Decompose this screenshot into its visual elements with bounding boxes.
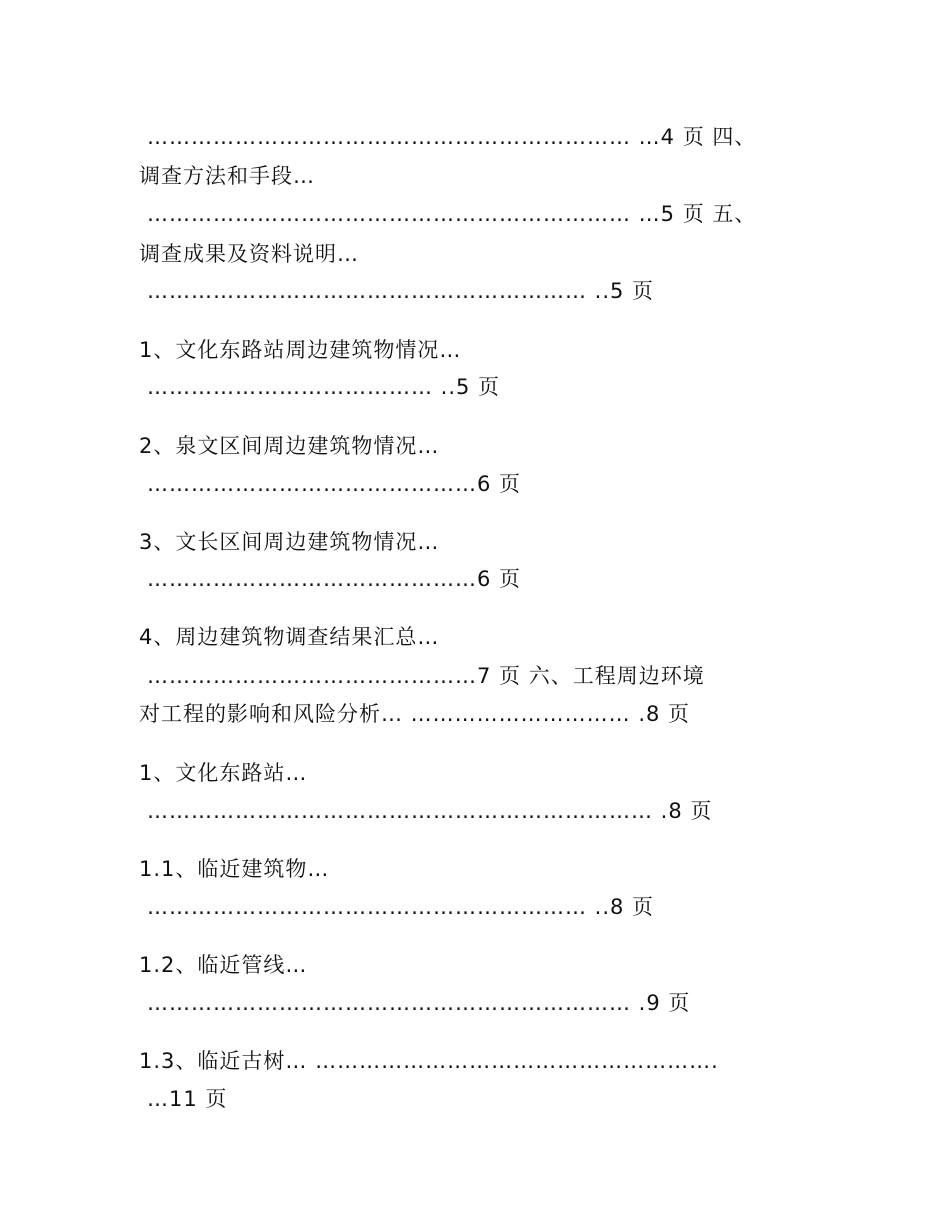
toc-line: ………………………………………7 页 六、工程周边环境 (147, 664, 705, 688)
toc-entry: 调查成果及资料说明… (139, 242, 359, 266)
toc-line: …11 页 (147, 1087, 228, 1111)
toc-entry: 1.3、临近古树… ………………………………………………. (139, 1049, 719, 1073)
toc-line: ………………………………… ..5 页 (147, 375, 501, 399)
toc-entry: 4、周边建筑物调查结果汇总… (139, 625, 440, 649)
toc-entry: 1.2、临近管线… (139, 953, 308, 977)
toc-entry: 3、文长区间周边建筑物情况… (139, 530, 440, 554)
toc-line: …………………………………………………… ..8 页 (147, 895, 655, 919)
toc-entry: 2、泉文区间周边建筑物情况… (139, 434, 440, 458)
toc-entry: 对工程的影响和风险分析… ………………………… .8 页 (139, 702, 691, 726)
toc-line: ………………………………………6 页 (147, 472, 522, 496)
toc-line: ………………………………………………………… …5 页 五、 (147, 202, 757, 226)
toc-line: ………………………………………………………… …4 页 四、 (147, 125, 757, 149)
toc-line: ………………………………………6 页 (147, 567, 522, 591)
toc-line: …………………………………………………………… .8 页 (147, 799, 713, 823)
toc-entry: 1.1、临近建筑物… (139, 857, 330, 881)
toc-line: ………………………………………………………… .9 页 (147, 991, 691, 1015)
toc-line: …………………………………………………… ..5 页 (147, 279, 655, 303)
toc-entry: 1、文化东路站周边建筑物情况… (139, 338, 462, 362)
toc-entry: 1、文化东路站… (139, 761, 308, 785)
toc-entry: 调查方法和手段… (139, 164, 315, 188)
